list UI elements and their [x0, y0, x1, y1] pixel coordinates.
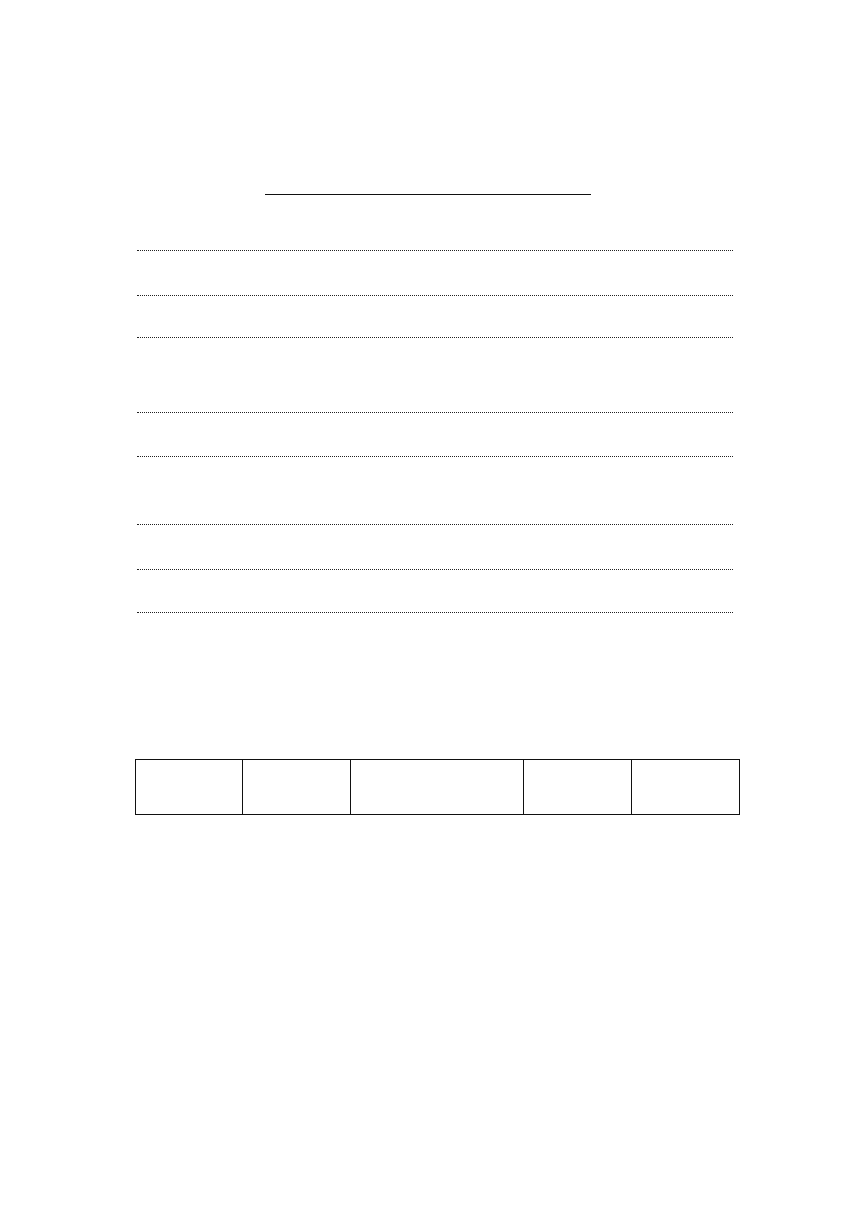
border-top: [66, 95, 783, 131]
date-stamp-field[interactable]: [135, 596, 733, 616]
title-underline: [265, 194, 591, 195]
header-receipt-protocol: [136, 760, 243, 815]
warranty-field[interactable]: [135, 321, 733, 341]
serial-field[interactable]: [135, 279, 733, 299]
border-left: [66, 131, 102, 1086]
raider-logo: [594, 40, 744, 76]
seller-company-field[interactable]: [135, 396, 733, 416]
service-table: [135, 759, 740, 815]
model-field[interactable]: [135, 234, 733, 254]
header-signature: [632, 760, 740, 815]
seller-address-field[interactable]: [135, 440, 733, 460]
header-date-returned: [524, 760, 632, 815]
buyer-company-field[interactable]: [135, 508, 733, 528]
service-header-row: [136, 760, 740, 815]
buyer-address-field[interactable]: [135, 553, 733, 573]
header-date-received: [242, 760, 350, 815]
border-bottom: [66, 1086, 783, 1122]
header-defect-description: [350, 760, 524, 815]
border-right: [747, 131, 783, 1086]
